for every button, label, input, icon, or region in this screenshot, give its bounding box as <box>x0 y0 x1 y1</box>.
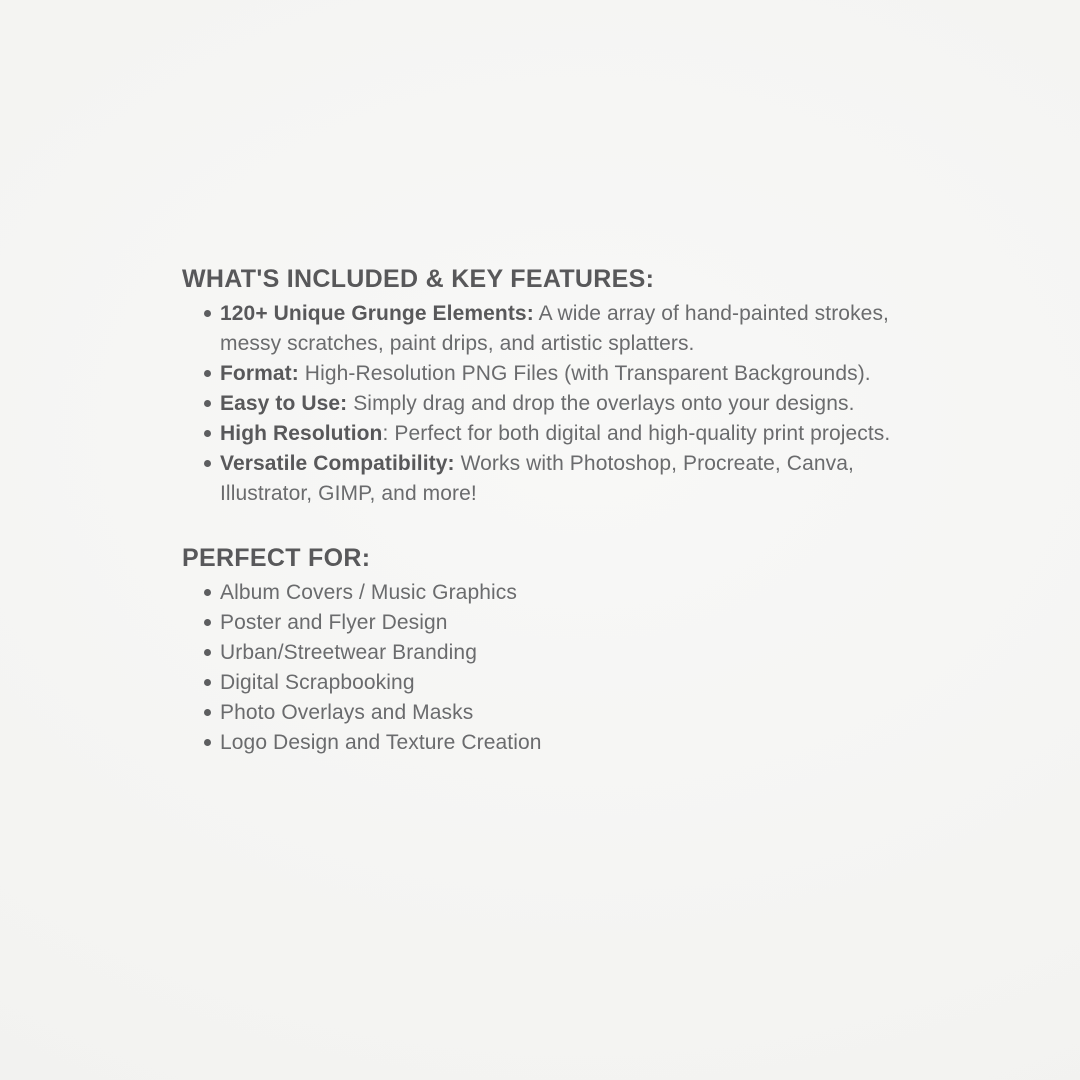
item-text: Works with Photoshop, Procreate, Canva, Illustrator, GIMP, and more! <box>220 452 854 505</box>
item-label: Versatile Compatibility: <box>220 452 455 475</box>
list-item <box>182 698 898 728</box>
item-text: Photo Overlays and Masks <box>220 701 474 724</box>
whats-included-section <box>182 265 922 509</box>
list-item <box>182 299 898 359</box>
description-content <box>182 265 922 758</box>
item-text: A wide array of hand-painted strokes, messy scratches, paint drips, and artistic splatters. <box>220 302 889 355</box>
list-item <box>182 449 898 509</box>
item-text: : Perfect for both digital and high-quality print projects. <box>382 422 891 445</box>
item-text: Album Covers / Music Graphics <box>220 581 517 604</box>
item-label: Easy to Use: <box>220 392 348 415</box>
list-item <box>182 668 898 698</box>
item-label: 120+ Unique Grunge Elements: <box>220 302 534 325</box>
item-text: High-Resolution PNG Files (with Transparent Backgrounds). <box>298 362 871 385</box>
list-item <box>182 578 898 608</box>
perfect-for-section <box>182 544 922 758</box>
item-text: Poster and Flyer Design <box>220 611 448 634</box>
bullet-list <box>182 299 922 509</box>
list-item <box>182 638 898 668</box>
item-text: Logo Design and Texture Creation <box>220 731 542 754</box>
bullet-list <box>182 578 922 758</box>
section-heading: PERFECT FOR: <box>182 544 371 572</box>
list-item <box>182 608 898 638</box>
item-text: Digital Scrapbooking <box>220 671 415 694</box>
item-label: High Resolution <box>220 422 383 445</box>
section-heading: WHAT'S INCLUDED & KEY FEATURES: <box>182 265 655 293</box>
list-item <box>182 728 898 758</box>
item-text: Urban/Streetwear Branding <box>220 641 477 664</box>
list-item <box>182 419 898 449</box>
item-label: Format: <box>220 362 299 385</box>
list-item <box>182 359 898 389</box>
item-text: Simply drag and drop the overlays onto your designs. <box>347 392 855 415</box>
list-item <box>182 389 898 419</box>
